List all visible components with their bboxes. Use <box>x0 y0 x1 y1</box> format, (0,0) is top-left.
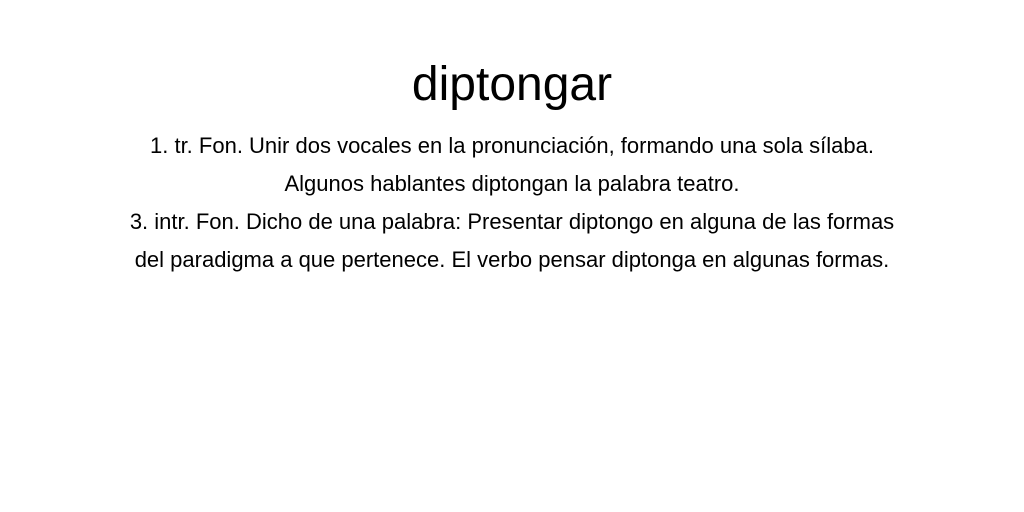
definition-line: 3. intr. Fon. Dicho de una palabra: Presentar diptongo en alguna de las formas <box>129 209 895 234</box>
definition-line: del paradigma a que pertenece. El verbo pensar diptonga en algunas formas. <box>134 247 890 272</box>
entry-headword: diptongar <box>411 58 613 111</box>
entry-definition <box>40 127 984 279</box>
definition-line: Algunos hablantes diptongan la palabra teatro. <box>284 171 740 196</box>
definition-line: 1. tr. Fon. Unir dos vocales en la pronunciación, formando una sola sílaba. <box>150 133 874 158</box>
